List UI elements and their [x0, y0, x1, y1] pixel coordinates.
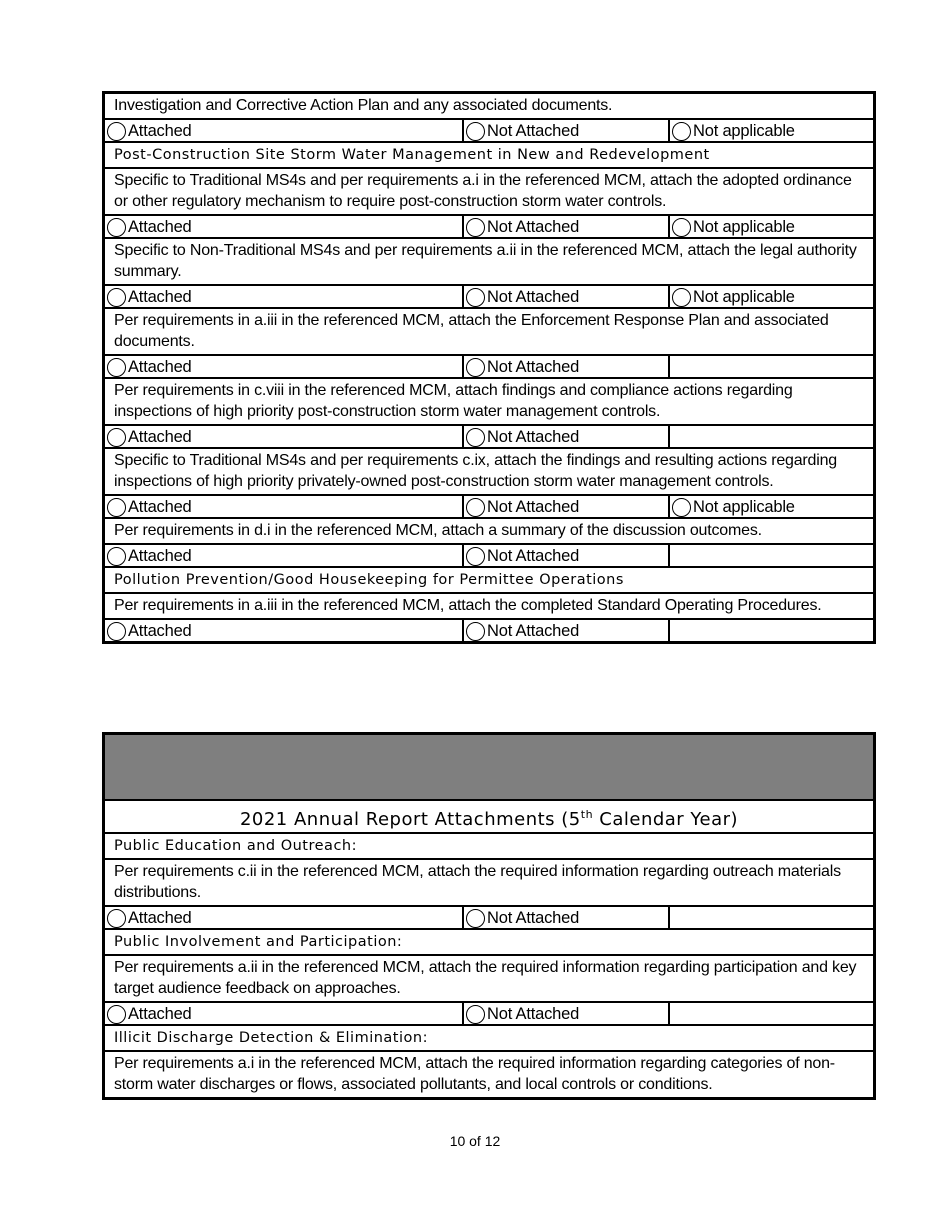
radio-button-icon[interactable] [107, 547, 126, 566]
section-heading: Public Education and Outreach: [105, 832, 873, 858]
radio-button-icon[interactable] [107, 498, 126, 517]
table-title-sup: th [580, 808, 594, 821]
radio-button-icon[interactable] [107, 122, 126, 141]
attachments-table-1 [102, 91, 876, 644]
option-not-attached[interactable] [462, 120, 668, 143]
radio-button-icon[interactable] [466, 498, 485, 517]
requirement-text: Specific to Non-Traditional MS4s and per requirements a.ii in the referenced MCM, attach the legal authority summary. [105, 237, 873, 284]
option-label: Attached [128, 122, 192, 140]
option-attached[interactable] [105, 120, 462, 143]
option-label: Not Attached [487, 428, 580, 446]
option-label: Not Attached [487, 1005, 580, 1023]
option-label: Not applicable [693, 288, 795, 306]
option-not-attached[interactable] [462, 286, 668, 309]
option-attached[interactable] [105, 620, 462, 643]
option-attached[interactable] [105, 496, 462, 519]
requirement-text: Per requirements in d.i in the referenced MCM, attach a summary of the discussion outcomes. [105, 517, 873, 543]
attachments-table-2021 [102, 732, 876, 1100]
option-not-applicable[interactable] [668, 496, 873, 519]
option-not-attached[interactable] [462, 356, 668, 379]
radio-button-icon[interactable] [672, 498, 691, 517]
option-label: Attached [128, 1005, 192, 1023]
option-label: Not Attached [487, 358, 580, 376]
option-label: Not Attached [487, 218, 580, 236]
section-heading: Post-Construction Site Storm Water Management in New and Redevelopment [105, 141, 873, 167]
option-label: Attached [128, 622, 192, 640]
option-not-attached[interactable] [462, 545, 668, 568]
option-attached[interactable] [105, 286, 462, 309]
option-not-attached[interactable] [462, 426, 668, 449]
option-label: Attached [128, 358, 192, 376]
requirement-text: Per requirements a.i in the referenced MCM, attach the required information regarding categories of non-storm water discharges or flows, associated pollutants, and local controls or conditions. [105, 1050, 873, 1097]
option-not-applicable[interactable] [668, 120, 873, 143]
options-row [105, 118, 873, 141]
option-attached[interactable] [105, 1003, 462, 1026]
radio-button-icon[interactable] [466, 428, 485, 447]
options-row [105, 424, 873, 447]
requirement-text: Per requirements a.ii in the referenced MCM, attach the required information regarding participation and key target audience feedback on approaches. [105, 954, 873, 1001]
option-not-attached[interactable] [462, 216, 668, 239]
option-not-attached[interactable] [462, 1003, 668, 1026]
radio-button-icon[interactable] [466, 1005, 485, 1024]
option-label: Attached [128, 428, 192, 446]
radio-button-icon[interactable] [107, 428, 126, 447]
options-row [105, 1001, 873, 1024]
radio-button-icon[interactable] [107, 288, 126, 307]
option-label: Not Attached [487, 909, 580, 927]
options-row [105, 618, 873, 641]
option-label: Not Attached [487, 122, 580, 140]
section-heading: Public Involvement and Participation: [105, 928, 873, 954]
option-label: Not applicable [693, 122, 795, 140]
table-title-main: 2021 Annual Report Attachments (5 [239, 809, 581, 830]
table-title [105, 799, 873, 832]
radio-button-icon[interactable] [107, 909, 126, 928]
option-not-attached[interactable] [462, 496, 668, 519]
radio-button-icon[interactable] [466, 622, 485, 641]
radio-button-icon[interactable] [672, 218, 691, 237]
option-not-applicable[interactable] [668, 286, 873, 309]
radio-button-icon[interactable] [466, 218, 485, 237]
radio-button-icon[interactable] [107, 622, 126, 641]
table-title-end: Calendar Year) [593, 809, 739, 830]
requirement-text: Per requirements in c.viii in the referenced MCM, attach findings and compliance actions regarding inspections of high priority post-construction storm water management controls. [105, 377, 873, 424]
radio-button-icon[interactable] [466, 909, 485, 928]
option-empty [668, 426, 873, 449]
option-label: Not Attached [487, 498, 580, 516]
section-heading: Illicit Discharge Detection & Elimination: [105, 1024, 873, 1050]
option-label: Attached [128, 547, 192, 565]
option-label: Attached [128, 288, 192, 306]
radio-button-icon[interactable] [672, 122, 691, 141]
radio-button-icon[interactable] [107, 1005, 126, 1024]
option-label: Not Attached [487, 622, 580, 640]
options-row [105, 494, 873, 517]
option-attached[interactable] [105, 216, 462, 239]
requirement-text: Per requirements in a.iii in the referenced MCM, attach the completed Standard Operating Procedures. [105, 592, 873, 618]
radio-button-icon[interactable] [466, 122, 485, 141]
requirement-text: Per requirements in a.iii in the referenced MCM, attach the Enforcement Response Plan and associated documents. [105, 307, 873, 354]
page-number: 10 of 12 [449, 1133, 501, 1149]
option-attached[interactable] [105, 356, 462, 379]
option-label: Attached [128, 909, 192, 927]
option-empty [668, 545, 873, 568]
option-empty [668, 620, 873, 643]
options-row [105, 905, 873, 928]
option-label: Attached [128, 498, 192, 516]
table-header-shade [105, 735, 873, 799]
radio-button-icon[interactable] [107, 218, 126, 237]
option-label: Attached [128, 218, 192, 236]
radio-button-icon[interactable] [466, 358, 485, 377]
option-label: Not Attached [487, 288, 580, 306]
requirement-text: Per requirements c.ii in the referenced MCM, attach the required information regarding outreach materials distributions. [105, 858, 873, 905]
option-label: Not applicable [693, 498, 795, 516]
options-row [105, 214, 873, 237]
option-attached[interactable] [105, 545, 462, 568]
option-not-applicable[interactable] [668, 216, 873, 239]
option-label: Not applicable [693, 218, 795, 236]
radio-button-icon[interactable] [466, 547, 485, 566]
requirement-text: Specific to Traditional MS4s and per requirements a.i in the referenced MCM, attach the adopted ordinance or other regulatory mechanism to require post-construction storm water controls. [105, 167, 873, 214]
options-row [105, 284, 873, 307]
option-not-attached[interactable] [462, 907, 668, 930]
options-row [105, 543, 873, 566]
radio-button-icon[interactable] [107, 358, 126, 377]
option-label: Not Attached [487, 547, 580, 565]
section-heading: Pollution Prevention/Good Housekeeping for Permittee Operations [105, 566, 873, 592]
requirement-text: Specific to Traditional MS4s and per requirements c.ix, attach the findings and resulting actions regarding inspections of high priority privately-owned post-construction storm water management controls. [105, 447, 873, 494]
option-not-attached[interactable] [462, 620, 668, 643]
option-attached[interactable] [105, 426, 462, 449]
radio-button-icon[interactable] [672, 288, 691, 307]
option-attached[interactable] [105, 907, 462, 930]
radio-button-icon[interactable] [466, 288, 485, 307]
options-row [105, 354, 873, 377]
option-empty [668, 1003, 873, 1026]
requirement-text: Investigation and Corrective Action Plan and any associated documents. [114, 97, 613, 114]
option-empty [668, 356, 873, 379]
option-empty [668, 907, 873, 930]
